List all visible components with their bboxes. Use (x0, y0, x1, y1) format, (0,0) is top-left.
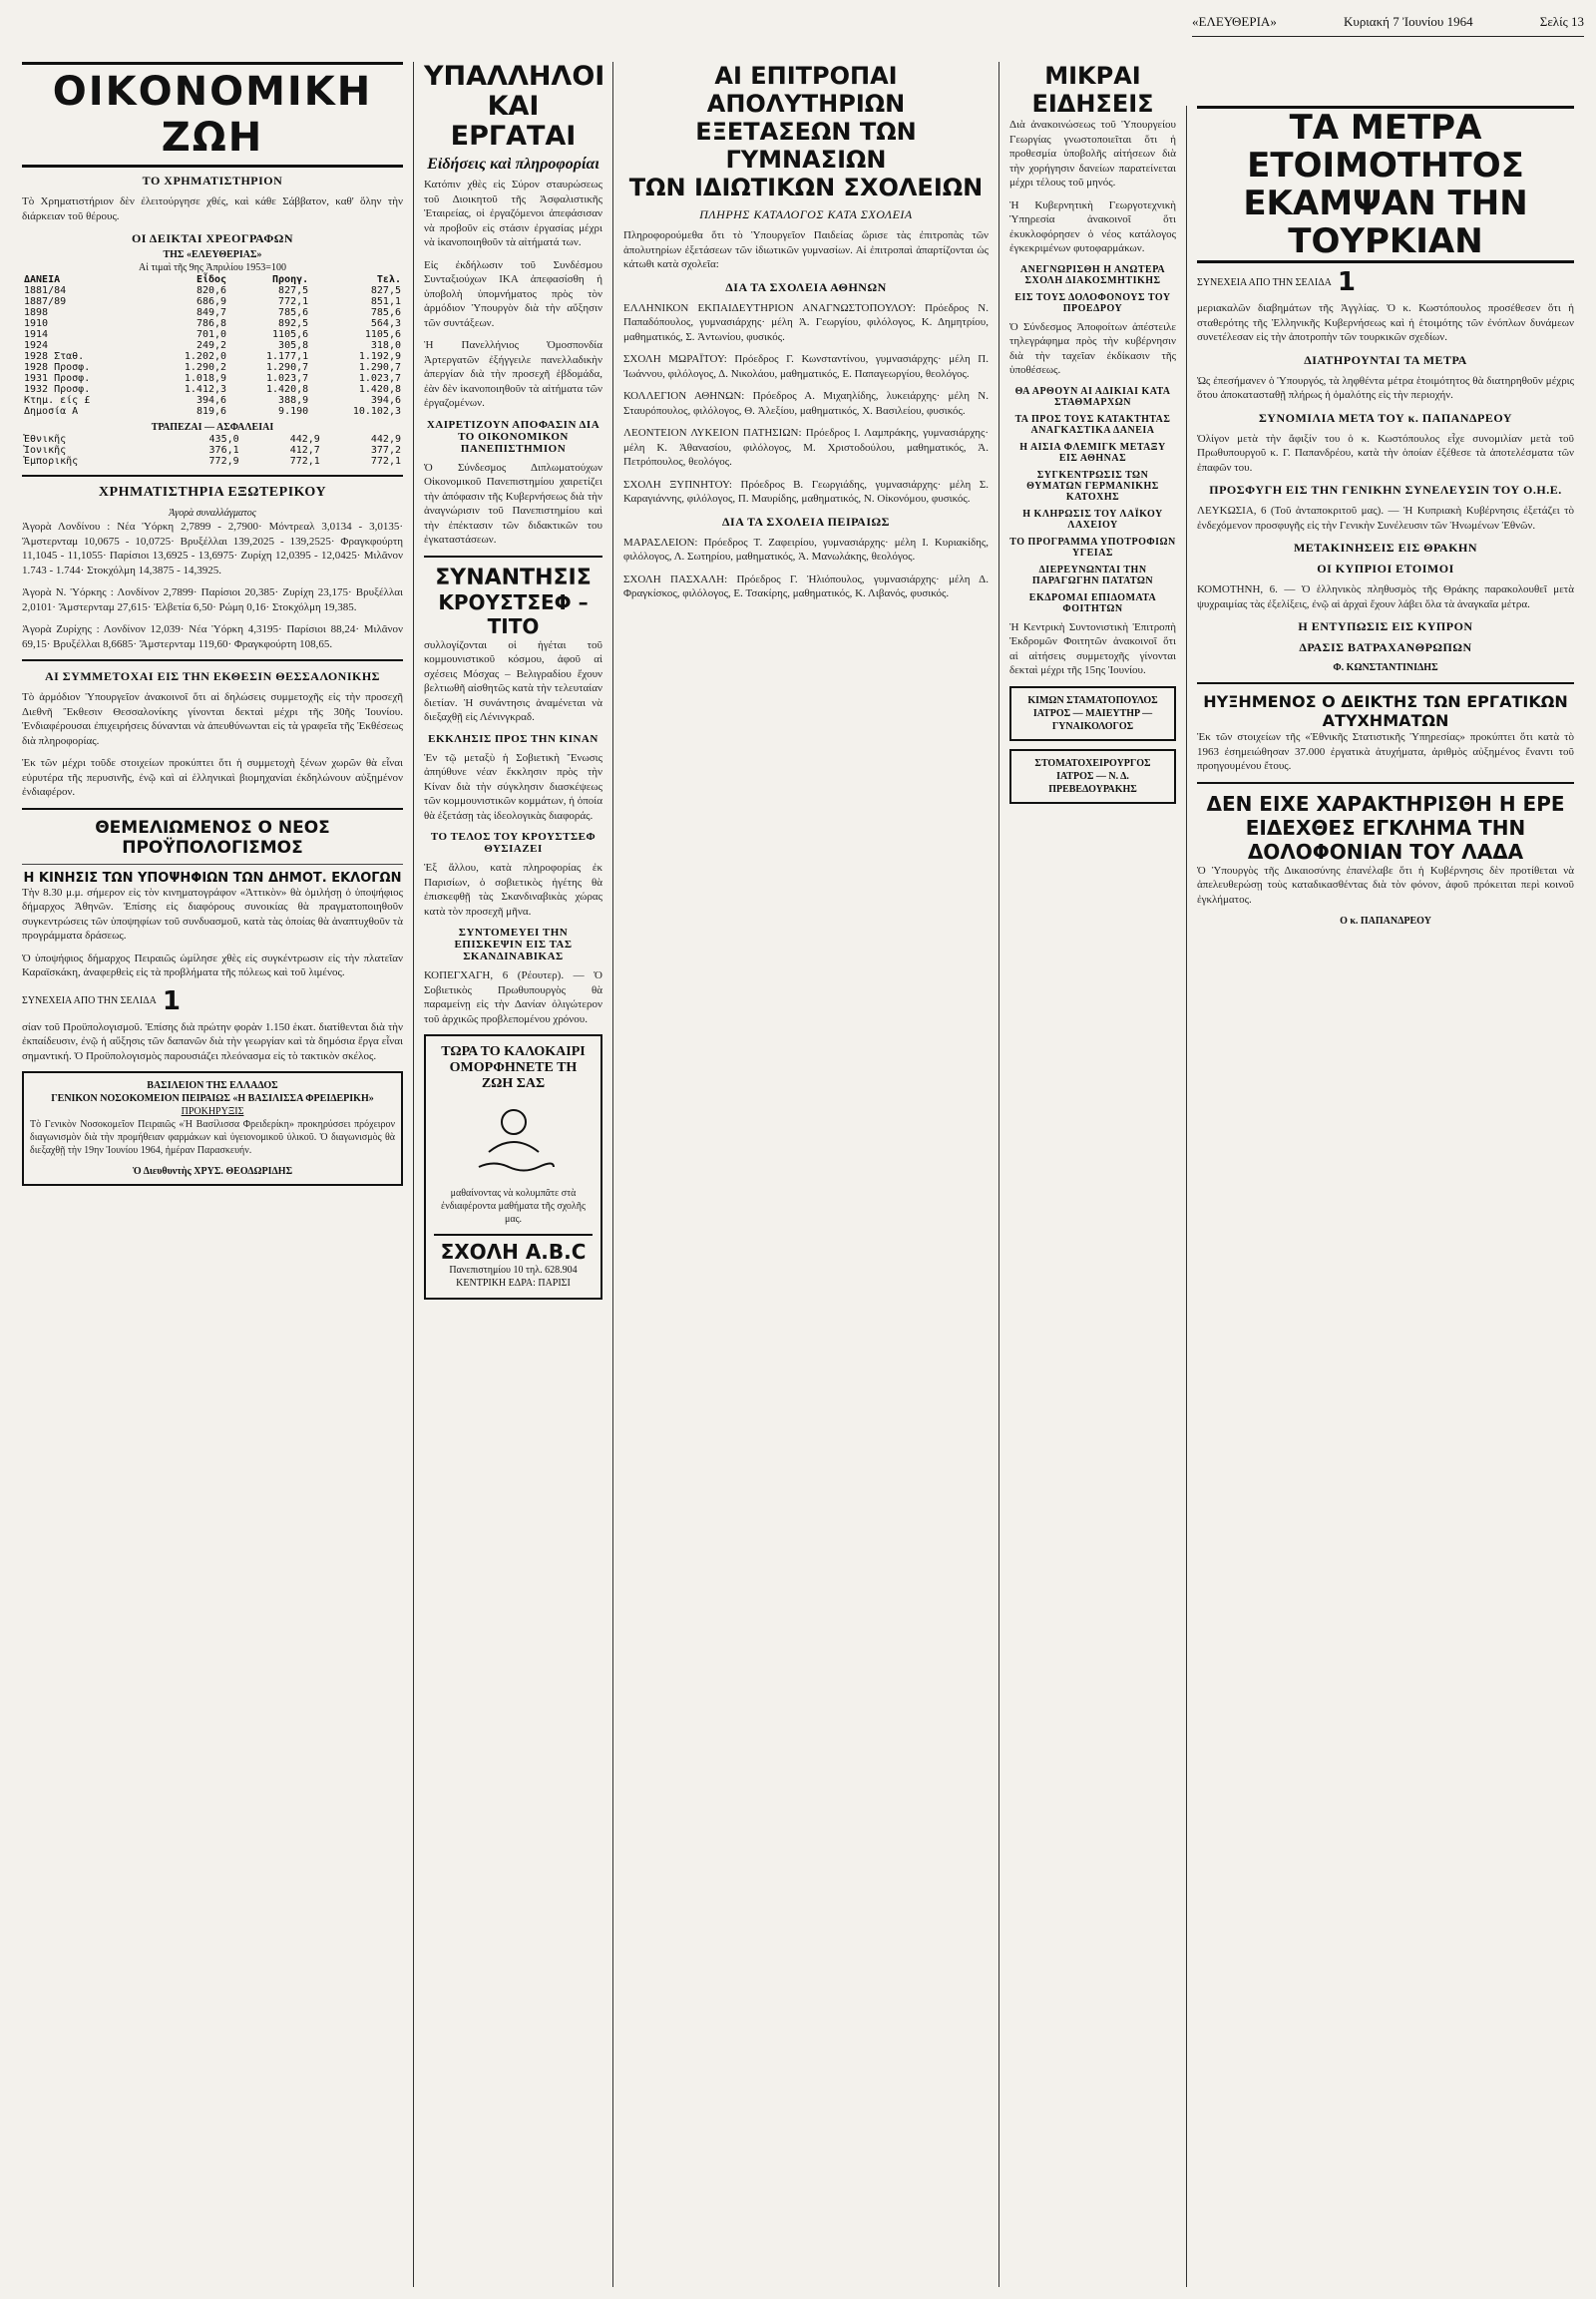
table-header: Προηγ. (272, 274, 309, 285)
new-york-market-text: Ἀγορὰ Ν. Ὑόρκης : Λονδίνον 2,7899· Παρίσιοι 20,385· Ζυρίχη 23,175· Βρυξέλλαι 2,0101· Ἄμστερνταμ 27,615· Ἐλβετία 6,50· Ρώμη 0,16· Στοκχόλμη 19,385. (22, 586, 403, 613)
exams-title-3: ΤΩΝ ΙΔΙΩΤΙΚΩΝ ΣΧΟΛΕΙΩΝ (628, 174, 984, 201)
turkey-text-3: Ὀλίγον μετὰ τὴν ἄφιξίν του ὁ κ. Κωστόπουλος εἶχε συνομιλίαν μετὰ τοῦ Πρωθυπουργοῦ κ. Γ. Παπανδρέου, κατὰ τὴν ὁποίαν ἐξέθεσε τὰ ἀποτελέσματα τῶν ἐπαφῶν του. (1197, 432, 1574, 474)
short-news-text-1: Διὰ ἀνακοινώσεως τοῦ Ὑπουργείου Γεωργίας γνωστοποιεῖται ὅτι ἡ προθεσμία ὑποβολῆς αἰτήσεων διὰ τὴν χορήγησιν δανείων παρατείνεται μέχρι τέλους τοῦ μηνός. (1009, 119, 1176, 189)
table-cell: 819,6 (196, 406, 227, 417)
swimmer-illustration (469, 1092, 559, 1182)
table-cell: 412,7 (289, 445, 320, 456)
turkey-text-1: μεριακαλῶν διαβημάτων τῆς Ἀγγλίας. Ὁ κ. Κωστόπουλος προσέθεσεν ὅτι ἡ σταθερότης τῆς Ἑλληνικῆς Κυβερνήσεως καὶ ἡ ἑτοιμότης τῶν ἐνόπλων δυνάμεων συνετέλεσαν εἰς τὴν ἀποτροπὴν τῶν τουρκικῶν σχεδίων. (1197, 302, 1574, 343)
doctor-ad-2: ΣΤΟΜΑΤΟΧΕΙΡΟΥΡΓΟΣ ΙΑΤΡΟΣ — Ν. Δ. ΠΡΕΒΕΔΟΥΡΑΚΗΣ (1009, 749, 1176, 804)
table-cell: 394,6 (196, 395, 227, 406)
short-news-title: ΜΙΚΡΑΙ ΕΙΔΗΣΕΙΣ (1031, 62, 1154, 118)
table-cell: 1105,6 (272, 329, 309, 340)
news-heading-4: ΤΑ ΠΡΟΣ ΤΟΥΣ ΚΑΤΑΚΤΗΤΑΣ ΑΝΑΓΚΑΣΤΙΚΑ ΔΑΝΕΙΑ (1014, 413, 1171, 436)
banks-table-title: ΤΡΑΠΕΖΑΙ — ΑΣΦΑΛΕΙΑΙ (151, 422, 274, 433)
column-short-news (998, 62, 1186, 2287)
continued-label: ΣΥΝΕΧΕΙΑ ΑΠΟ ΤΗΝ ΣΕΛΙΔΑ (1197, 276, 1332, 288)
table-cell: 1.290,2 (184, 362, 227, 373)
table-row (22, 406, 403, 417)
workers-title-1: ΥΠΑΛΛΗΛΟΙ (424, 62, 605, 92)
table-row (22, 434, 403, 445)
exams-title-1: ΑΙ ΕΠΙΤΡΟΠΑΙ ΑΠΟΛΥΤΗΡΙΩΝ (706, 62, 906, 118)
news-heading-6: ΣΥΓΚΕΝΤΡΩΣΙΣ ΤΩΝ ΘΥΜΑΤΩΝ ΓΕΡΜΑΝΙΚΗΣ ΚΑΤΟΧΗΣ (1026, 469, 1159, 503)
column-economy (12, 62, 413, 2287)
table-cell: 564,3 (370, 318, 401, 329)
table-cell: 772,1 (289, 456, 320, 467)
workers-text-1: Κατόπιν χθὲς εἰς Σύρον σταυρώσεως τοῦ Διοικητοῦ τῆς Ἀσφαλιστικῆς Ἑταιρείας, οἱ ἐργαζόμενοι ἀπεφάσισαν νὰ προβοῦν εἰς στάσιν ἐργασίας μέχρι νὰ ἱκανοποιηθοῦν τὰ αἰτήματά των. (424, 179, 602, 248)
table-cell: 1887/89 (24, 296, 67, 307)
stock-exchange-heading: ΤΟ ΧΡΗΜΑΤΙΣΤΗΡΙΟΝ (142, 174, 283, 188)
ad-headline: ΤΩΡΑ ΤΟ ΚΑΛΟΚΑΙΡΙ ΟΜΟΡΦΗΝΕΤΕ ΤΗ ΖΩΗ ΣΑΣ (441, 1044, 586, 1091)
table-cell: 318,0 (370, 340, 401, 351)
school-entry-2: ΣΧΟΛΗ ΜΩΡΑΪΤΟΥ: Πρόεδρος Γ. Κωνσταντίνου, γυμνασιάρχης· μέλη Π. Ἰωάννου, φιλόλογος, Δ. Νικολάου, μαθηματικός, Ε. Παπαγεωργίου, θεολόγος. (623, 353, 989, 380)
table-row (22, 340, 403, 351)
budget-text: σίαν τοῦ Προϋπολογισμοῦ. Ἐπίσης διὰ πρώτην φορὰν 1.150 ἑκατ. διατίθενται διὰ τὴν ἐκπαίδευσιν, ἐνῷ ἡ αὔξησις τῶν δαπανῶν διὰ τὴν γεωργίαν καὶ τὰ δημόσια ἔργα εἶναι σημαντική. Ὁ Προϋπολογισμὸς παρουσιάζει πλεόνασμα εἰς τὸ τακτικὸν σκέλος. (22, 1020, 403, 1062)
table-cell: 10.102,3 (352, 406, 401, 417)
news-heading-8: ΤΟ ΠΡΟΓΡΑΜΜΑ ΥΠΟΤΡΟΦΙΩΝ ΥΓΕΙΑΣ (1009, 536, 1176, 559)
table-row (22, 456, 403, 467)
notice-signature: Ὁ Διευθυντὴς ΧΡΥΣ. ΘΕΟΔΩΡΙΔΗΣ (132, 1166, 293, 1177)
table-cell: 1.420,8 (358, 384, 401, 395)
section-title: ΟΙΚΟΝΟΜΙΚΗ ΖΩΗ (22, 62, 403, 168)
masthead (1192, 14, 1584, 37)
table-cell: 772,1 (278, 296, 309, 307)
ladas-text: Ὁ Ὑπουργὸς τῆς Δικαιοσύνης ἐπανέλαβε ὅτι ἡ Κυβέρνησις δὲν προτίθεται νὰ ἀπελευθερώσῃ τοὺς καταδικασθέντας διὰ τὸν φόνον, ἀφοῦ πρόκειται περὶ κοινοῦ ἐγκλήματος. (1197, 864, 1574, 906)
ad-text: μαθαίνοντας νὰ κολυμπᾶτε στὰ ἐνδιαφέροντα μαθήματα τῆς σχολῆς μας. (441, 1188, 586, 1225)
bond-index-table (22, 274, 403, 417)
zurich-market-text: Ἀγορὰ Ζυρίχης : Λονδίνον 12,039· Νέα Ὑόρκη 4,3195· Παρίσιοι 88,24· Μιλᾶνον 69,15· Βρυξέλλαι 8,6685· Ἄμστερνταμ 119,60· Φραγκφούρτη 108,65. (22, 623, 403, 650)
table-cell: Κτημ. είς £ (24, 395, 91, 406)
forex-market-heading: Ἀγορὰ συναλλάγματος (169, 508, 256, 519)
table-cell: 1898 (24, 307, 49, 318)
table-row (22, 351, 403, 362)
table-cell: 1924 (24, 340, 49, 351)
turkey-title-1: ΤΑ ΜΕΤΡΑ ΕΤΟΙΜΟΤΗΤΟΣ (1197, 106, 1574, 185)
news-heading-2: ΕΙΣ ΤΟΥΣ ΔΟΛΟΦΟΝΟΥΣ ΤΟΥ ΠΡΟΕΔΡΟΥ (1014, 291, 1171, 314)
thessaloniki-fair-text-2: Ἐκ τῶν μέχρι τοῦδε στοιχείων προκύπτει ὅτι ἡ συμμετοχὴ ξένων χωρῶν θὰ εἶναι εὐρυτέρα τῆς περυσινῆς, ἐνῷ καὶ αἱ ἑλληνικαὶ βιομηχανίαι ἐκδηλώνουν αὐξημένον ἐνδιαφέρον. (22, 757, 403, 798)
table-cell: 442,9 (370, 434, 401, 445)
table-row (22, 395, 403, 406)
table-row (22, 307, 403, 318)
hospital-notice (22, 1071, 403, 1186)
table-cell: 686,9 (196, 296, 227, 307)
index-table-note: Αἱ τιμαὶ τῆς 9ης Ἀπριλίου 1953=100 (139, 262, 286, 273)
notice-text: Τὸ Γενικὸν Νοσοκομεῖον Πειραιῶς «Ἡ Βασίλισσα Φρειδερίκη» προκηρύσσει πρόχειρον διαγωνισμὸν διὰ τὴν προμήθειαν φαρμάκων καὶ ὑγειονομικοῦ ὑλικοῦ. Ὁ διαγωνισμὸς θὰ διεξαχθῇ τὴν 19ην Ἰουνίου 1964, ἡμέραν Παρασκευήν. (30, 1119, 395, 1156)
exams-subtitle: ΠΛΗΡΗΣ ΚΑΤΑΛΟΓΟΣ ΚΑΤΑ ΣΧΟΛΕΙΑ (699, 207, 913, 221)
ladas-title: ΔΕΝ ΕΙΧΕ ΧΑΡΑΚΤΗΡΙΣΘΗ Η ΕΡΕ ΕΙΔΕΧΘΕΣ ΕΓΚΛΗΜΑ ΤΗΝ ΔΟΛΟΦΟΝΙΑΝ ΤΟΥ ΛΑΔΑ (1206, 791, 1565, 864)
continued-page: 1 (1337, 267, 1356, 297)
meeting-text: συλλογίζονται οἱ ἡγέται τοῦ κομμουνιστικοῦ κόσμου, ἀφοῦ αἱ σχέσεις Μόσχας – Βελιγραδίου ἔχουν βελτιωθῆ αἰσθητῶς κατὰ τὴν τελευταίαν διετίαν. Ἡ συνάντησις ἀναμένεται νὰ διεξαχθῇ εἰς Λένινγκραδ. (424, 638, 602, 723)
stock-exchange-intro: Τὸ Χρηματιστήριον δὲν ἐλειτούργησε χθές, καὶ κάθε Σάββατον, καθ' ὅλην τὴν διάρκειαν τοῦ θέρους. (22, 195, 403, 222)
table-cell: 827,5 (370, 285, 401, 296)
short-news-text-3: Ὁ Σύνδεσμος Ἀποφοίτων ἀπέστειλε τηλεγράφημα πρὸς τὴν κυβέρνησιν διὰ τὴν ταχεῖαν ἐκδίκασιν τῆς ὑποθέσεως. (1009, 320, 1176, 376)
column-turkey (1186, 106, 1584, 2287)
table-cell: 1881/84 (24, 285, 67, 296)
school-name: ΣΧΟΛΗ Α.Β.C (434, 1234, 593, 1264)
table-header: Εἶδος (196, 274, 227, 285)
paper-name: «ΕΛΕΥΘΕΡΙΑ» (1192, 14, 1277, 29)
talks-heading: ΣΥΝΟΜΙΛΙΑ ΜΕΤΑ ΤΟΥ κ. ΠΑΠΑΝΔΡΕΟΥ (1258, 410, 1513, 425)
notice-kind: ΠΡΟΚΗΡΥΞΙΣ (181, 1106, 244, 1117)
table-row (22, 384, 403, 395)
doctor-ad-1: ΚΙΜΩΝ ΣΤΑΜΑΤΟΠΟΥΛΟΣ ΙΑΤΡΟΣ — ΜΑΙΕΥΤΗΡ — ΓΥΝΑΙΚΟΛΟΓΟΣ (1009, 686, 1176, 741)
table-row (22, 285, 403, 296)
signature-1: Φ. ΚΩΝΣΤΑΝΤΙΝΙΔΗΣ (1333, 662, 1438, 673)
continued-marker (1197, 269, 1574, 295)
table-cell: 772,1 (370, 456, 401, 467)
table-cell: 249,2 (196, 340, 227, 351)
thrace-heading: ΜΕΤΑΚΙΝΗΣΕΙΣ ΕΙΣ ΘΡΑΚΗΝ (1293, 541, 1478, 555)
table-cell: 377,2 (370, 445, 401, 456)
table-cell: 892,5 (278, 318, 309, 329)
school-entry-6: ΜΑΡΑΣΛΕΙΟΝ: Πρόεδρος Τ. Ζαφειρίου, γυμνασιάρχης· μέλη Ι. Κυριακίδης, φιλόλογος, Λ. Σωτηρίου, μαθηματικός, Ἀ. Μανωλάκης, θεολόγος. (623, 536, 989, 563)
continued-label: ΣΥΝΕΧΕΙΑ ΑΠΟ ΤΗΝ ΣΕΛΙΔΑ (22, 995, 157, 1006)
index-table-subtitle: ΤΗΣ «ΕΛΕΥΘΕΡΙΑΣ» (163, 249, 262, 260)
column-workers (413, 62, 612, 2287)
news-heading-3: ΘΑ ΑΡΘΟΥΝ ΑΙ ΑΔΙΚΙΑΙ ΚΑΤΑ ΣΤΑΘΜΑΡΧΩΝ (1014, 385, 1171, 408)
school-entry-4: ΛΕΟΝΤΕΙΟΝ ΛΥΚΕΙΟΝ ΠΑΤΗΣΙΩΝ: Πρόεδρος Ι. Λαμπράκης, γυμνασιάρχης· μέλη Κ. Ἀθανασίου, φιλόλογος, Μ. Χριστοδούλου, μαθηματικός, Ἀ. Πετρόπουλος, θεολόγος. (623, 427, 989, 468)
london-market-text: Ἀγορὰ Λονδίνου : Νέα Ὑόρκη 2,7899 - 2,7900· Μόντρεαλ 3,0134 - 3,0135· Ἄμστερνταμ 10,0675 - 10,0725· Βρυξέλλαι 139,2025 - 139,2525· Φραγκφούρτη 11,1045 - 11,1055· Παρίσιοι 13,6925 - 13,6975· Ζυρίχη 12,0395 - 12,0425· Μιλᾶνον 1.743 - 1.744· Στοκχόλμη 14,3875 - 14,3925. (22, 521, 403, 576)
table-cell: Ἐμπορικῆς (24, 456, 79, 467)
measures-heading: ΔΙΑΤΗΡΟΥΝΤΑΙ ΤΑ ΜΕΤΡΑ (1304, 352, 1467, 367)
table-cell: 1.290,7 (358, 362, 401, 373)
china-appeal-text: Ἐν τῷ μεταξὺ ἡ Σοβιετικὴ Ἕνωσις ἀπηύθυνε νέαν ἔκκλησιν πρὸς τὴν Κίναν διὰ τὴν σύγκλησιν διασκέψεως τῶν κομμουνιστικῶν κομμάτων, ἡ ὁποία θὰ ἐξετάσῃ τὰς ἰδεολογικὰς διαφοράς. (424, 751, 602, 822)
table-cell: 827,5 (278, 285, 309, 296)
table-cell: 1910 (24, 318, 49, 329)
issue-date: Κυριακή 7 Ἰουνίου 1964 (1344, 14, 1473, 29)
table-cell: 1.177,1 (266, 351, 309, 362)
table-cell: 1.018,9 (184, 373, 227, 384)
table-row (22, 362, 403, 373)
index-table-title: ΟΙ ΔΕΙΚΤΑΙ ΧΡΕΟΓΡΑΦΩΝ (131, 231, 294, 245)
table-cell: 1928 Προσφ. (24, 362, 91, 373)
swimming-school-ad (424, 1034, 602, 1300)
news-heading-10: ΕΚΔΡΟΜΑΙ ΕΠΙΔΟΜΑΤΑ ΦΟΙΤΗΤΩΝ (1028, 591, 1157, 614)
table-cell: 388,9 (278, 395, 309, 406)
turkey-text-4: ΛΕΥΚΩΣΙΑ, 6 (Τοῦ ἀνταποκριτοῦ μας). — Ἡ Κυπριακὴ Κυβέρνησις ἐξετάζει τὸ ἐνδεχόμενον προσφυγῆς εἰς τὴν Γενικὴν Συνέλευσιν τῶν Ἡνωμένων Ἐθνῶν. (1197, 505, 1574, 532)
table-cell: 820,6 (196, 285, 227, 296)
notice-subtitle: ΓΕΝΙΚΟΝ ΝΟΣΟΚΟΜΕΙΟΝ ΠΕΙΡΑΙΩΣ «Η ΒΑΣΙΛΙΣΣΑ ΦΡΕΙΔΕΡΙΚΗ» (51, 1093, 374, 1104)
table-cell: 1.420,8 (266, 384, 309, 395)
candidates-text: Τὴν 8.30 μ.μ. σήμερον εἰς τὸν κινηματογράφον «Ἀττικὸν» θὰ ὁμιλήσῃ ὁ ὑποψήφιος δήμαρχος Ἀθηνῶν. Ἐπίσης εἰς διαφόρους συνοικίας θὰ πραγματοποιηθοῦν συγκεντρώσεις τῶν ὑποψηφίων τοῦ συνδυασμοῦ, κατὰ τὰς ὁποίας θὰ ἀναπτυχθοῦν τὰ προγράμματα δράσεως. (22, 886, 403, 942)
table-cell: 1105,6 (364, 329, 401, 340)
khrushchev-end-text: Ἐξ ἄλλου, κατὰ πληροφορίας ἐκ Παρισίων, ὁ σοβιετικὸς ἡγέτης θὰ ἐπισκεφθῇ τὰς Σκανδιναβικὰς χώρας κατὰ τὸν προσεχῆ μῆνα. (424, 862, 602, 918)
signature-2: Ο κ. ΠΑΠΑΝΔΡΕΟΥ (1340, 916, 1431, 927)
table-cell: 1914 (24, 329, 49, 340)
table-cell: 435,0 (208, 434, 239, 445)
news-heading-7: Η ΚΛΗΡΩΣΙΣ ΤΟΥ ΛΑΪΚΟΥ ΛΑΧΕΙΟΥ (1022, 508, 1163, 531)
table-row (22, 445, 403, 456)
table-cell: 851,1 (370, 296, 401, 307)
university-text: Ὁ Σύνδεσμος Διπλωματούχων Οἰκονομικοῦ Πανεπιστημίου χαιρετίζει τὴν ἀπόφασιν τῆς Κυβερνήσεως διὰ τὴν ἀναγνώρισιν τοῦ Πανεπιστημίου καὶ τὴν ἐπέκτασιν τῶν διδακτικῶν του ἐγκαταστάσεων. (424, 461, 602, 546)
accidents-title: ΗΥΞΗΜΕΝΟΣ Ο ΔΕΙΚΤΗΣ ΤΩΝ ΕΡΓΑΤΙΚΩΝ ΑΤΥΧΗΜΑΤΩΝ (1203, 692, 1568, 730)
exams-title-2: ΕΞΕΤΑΣΕΩΝ ΤΩΝ ΓΥΜΝΑΣΙΩΝ (695, 118, 917, 174)
table-row (22, 329, 403, 340)
table-cell: 376,1 (208, 445, 239, 456)
table-cell: 394,6 (370, 395, 401, 406)
table-cell: 785,6 (278, 307, 309, 318)
piraeus-schools-heading: ΔΙΑ ΤΑ ΣΧΟΛΕΙΑ ΠΕΙΡΑΙΩΣ (722, 514, 890, 529)
turkey-text-2: Ὡς ἐπεσήμανεν ὁ Ὑπουργός, τὰ ληφθέντα μέτρα ἑτοιμότητος θὰ διατηρηθοῦν μέχρις ὅτου ἀποκατασταθῇ πλήρως ἡ ὁμαλότης εἰς τὴν περιοχήν. (1197, 374, 1574, 401)
workers-text-3: Ἡ Πανελλήνιος Ὁμοσπονδία Ἀρτεργατῶν ἐξήγγειλε πανελλαδικὴν ἀπεργίαν διὰ τὴν προσεχῆ ἑβδομάδα, ἐὰν δὲν ἱκανοποιηθοῦν τὰ αἰτήματα τῶν ἐργαζομένων. (424, 339, 602, 409)
table-cell: 772,9 (208, 456, 239, 467)
table-cell: 1932 Προσφ. (24, 384, 91, 395)
workers-text-2: Εἰς ἐκδήλωσιν τοῦ Συνδέσμου Συνταξιούχων ΙΚΑ ἀπεφασίσθη ἡ ὑποβολὴ ὑπομνήματος πρὸς τὸν ἁρμόδιον Ὑπουργὸν διὰ τὴν αὔξησιν τῶν συντάξεων. (424, 258, 602, 329)
un-heading: ΠΡΟΣΦΥΓΗ ΕΙΣ ΤΗΝ ΓΕΝΙΚΗΝ ΣΥΝΕΛΕΥΣΙΝ ΤΟΥ Ο.Η.Ε. (1209, 483, 1562, 497)
table-cell: Ἰονικῆς (24, 445, 67, 456)
table-cell: 1.412,3 (184, 384, 227, 395)
table-cell: 1.290,7 (266, 362, 309, 373)
news-heading-1: ΑΝΕΓΝΩΡΙΣΘΗ Η ΑΝΩΤΕΡΑ ΣΧΟΛΗ ΔΙΑΚΟΣΜΗΤΙΚΗΣ (1019, 263, 1166, 286)
continued-page: 1 (162, 985, 181, 1016)
thessaloniki-fair-heading: ΑΙ ΣΥΜΜΕΤΟΧΑΙ ΕΙΣ ΤΗΝ ΕΚΘΕΣΙΝ ΘΕΣΣΑΛΟΝΙΚΗΣ (44, 669, 381, 683)
table-cell: 1.192,9 (358, 351, 401, 362)
table-cell: Ἐθνικῆς (24, 434, 67, 445)
meeting-title-1: ΣΥΝΑΝΤΗΣΙΣ (435, 565, 592, 590)
table-cell: 785,6 (370, 307, 401, 318)
table-row (22, 373, 403, 384)
turkey-text-5: ΚΟΜΟΤΗΝΗ, 6. — Ὁ ἑλληνικὸς πληθυσμὸς τῆς Θράκης παρακολουθεῖ μετὰ ψυχραιμίας τὰς ἐξελίξεις, ἐνῷ αἱ ἀρχαὶ ἔχουν λάβει ὅλα τὰ ἀναγκαῖα μέτρα. (1197, 583, 1574, 610)
table-cell: Δημοσία Α (24, 406, 79, 417)
school-entry-1: ΕΛΛΗΝΙΚΟΝ ΕΚΠΑΙΔΕΥΤΗΡΙΟΝ ΑΝΑΓΝΩΣΤΟΠΟΥΛΟΥ: Πρόεδρος Ν. Παπαδόπουλος, γυμνασιάρχης· μέλη Ἀ. Γεωργίου, φιλόλογος, Κ. Δημητρίου, μαθηματικός, Σ. Ἀντωνίου, φυσικός. (623, 301, 989, 343)
accidents-text: Ἐκ τῶν στοιχείων τῆς «Ἐθνικῆς Στατιστικῆς Ὑπηρεσίας» προκύπτει ὅτι κατὰ τὸ 1963 ἐσημειώθησαν 37.000 ἐργατικὰ ἀτυχήματα, ἀριθμὸς αὐξημένος ἔναντι τοῦ προηγουμένου ἔτους. (1197, 731, 1574, 772)
table-cell: 1931 Προσφ. (24, 373, 91, 384)
table-cell: 9.190 (278, 406, 309, 417)
cyprus-impression-heading: Η ΕΝΤΥΠΩΣΙΣ ΕΙΣ ΚΥΠΡΟΝ (1298, 619, 1473, 633)
turkey-title-2: ΕΚΑΜΨΑΝ ΤΗΝ ΤΟΥΡΚΙΑΝ (1197, 185, 1574, 263)
cypriots-heading: ΟΙ ΚΥΠΡΙΟΙ ΕΤΟΙΜΟΙ (1317, 562, 1454, 575)
table-cell: 849,7 (196, 307, 227, 318)
candidates-text-2: Ὁ ὑποψήφιος δήμαρχος Πειραιῶς ὡμίλησε χθὲς εἰς συγκέντρωσιν εἰς τὴν πλατεῖαν Καραϊσκάκη, ἀναφερθεὶς εἰς τὰ προβλήματα τῆς πόλεως καὶ τοῦ λιμένος. (22, 952, 403, 978)
candidates-heading: Η ΚΙΝΗΣΙΣ ΤΩΝ ΥΠΟΨΗΦΙΩΝ ΤΩΝ ΔΗΜΟΤ. ΕΚΛΟΓΩΝ (23, 870, 402, 886)
table-cell: 786,8 (196, 318, 227, 329)
meeting-title-2: ΚΡΟΥΣΤΣΕΦ – ΤΙΤΟ (438, 589, 589, 638)
foreign-exchanges-heading: ΧΡΗΜΑΤΙΣΤΗΡΙΑ ΕΞΩΤΕΡΙΚΟΥ (98, 485, 327, 500)
table-cell: 1.023,7 (266, 373, 309, 384)
athens-schools-heading: ΔΙΑ ΤΑ ΣΧΟΛΕΙΑ ΑΘΗΝΩΝ (725, 279, 887, 294)
school-entry-7: ΣΧΟΛΗ ΠΑΣΧΑΛΗ: Πρόεδρος Γ. Ἠλιόπουλος, γυμνασιάρχης· μέλη Δ. Φραγκίσκος, φιλόλογος, Ε. Τσακίρης, μαθηματικός, Κ. Λιβανός, φυσικός. (623, 573, 989, 599)
table-cell: 305,8 (278, 340, 309, 351)
table-header: ΔΑΝΕΙΑ (24, 274, 61, 285)
frogmen-heading: ΔΡΑΣΙΣ ΒΑΤΡΑΧΑΝΘΡΩΠΩΝ (1299, 640, 1472, 654)
scandinavia-text: ΚΟΠΕΓΧΑΓΗ, 6 (Ρέουτερ). — Ὁ Σοβιετικὸς Πρωθυπουργὸς θὰ παραμείνῃ εἰς τὴν Δανίαν ὀλιγώτερον τοῦ ἀρχικῶς προβλεπομένου χρόνου. (424, 969, 602, 1025)
school-entry-3: ΚΟΛΛΕΓΙΟΝ ΑΘΗΝΩΝ: Πρόεδρος Α. Μιχαηλίδης, λυκειάρχης· μέλη Ν. Σταυρόπουλος, φιλόλογος, Θ. Ἀλεξίου, μαθηματικός, Χ. Βασιλείου, φυσικός. (623, 390, 989, 417)
column-exams (612, 62, 998, 2287)
table-cell: 701,0 (196, 329, 227, 340)
table-cell: 1.023,7 (358, 373, 401, 384)
page-number: Σελίς 13 (1539, 14, 1584, 29)
table-cell: 1928 Σταθ. (24, 351, 85, 362)
scandinavia-heading: ΣΥΝΤΟΜΕΥΕΙ ΤΗΝ ΕΠΙΣΚΕΨΙΝ ΕΙΣ ΤΑΣ ΣΚΑΝΔΙΝΑΒΙΚΑΣ (454, 927, 573, 962)
thessaloniki-fair-text: Τὸ ἀρμόδιον Ὑπουργεῖον ἀνακοινοῖ ὅτι αἱ δηλώσεις συμμετοχῆς εἰς τὴν προσεχῆ Διεθνῆ Ἔκθεσιν Θεσσαλονίκης γίνονται δεκταὶ μέχρι τῆς 30ῆς Ἰουνίου. Ἐνδιαφέρουσαι ἐπιχειρήσεις δύνανται νὰ ἀπευθύνωνται εἰς τὰ γραφεῖα τῆς Ἐκθέσεως διὰ πληροφορίας. (22, 691, 403, 747)
table-row (22, 318, 403, 329)
workers-title-2: ΚΑΙ ΕΡΓΑΤΑΙ (450, 91, 577, 152)
news-heading-5: Η ΑΙΣΙΑ ΦΛΕΜΙΓΚ ΜΕΤΑΞΥ ΕΙΣ ΑΘΗΝΑΣ (1019, 441, 1166, 464)
notice-title: ΒΑΣΙΛΕΙΟΝ ΤΗΣ ΕΛΛΑΔΟΣ (147, 1080, 278, 1091)
continued-marker (22, 985, 403, 1016)
khrushchev-end-heading: ΤΟ ΤΕΛΟΣ ΤΟΥ ΚΡΟΥΣΤΣΕΦ ΘΥΣΙΑΖΕΙ (430, 831, 597, 855)
municipal-elections-heading: ΘΕΜΕΛΙΩΜΕΝΟΣ Ο ΝΕΟΣ ΠΡΟΫΠΟΛΟΓΙΣΜΟΣ (95, 817, 330, 858)
exams-intro: Πληροφορούμεθα ὅτι τὸ Ὑπουργεῖον Παιδείας ὥρισε τὰς ἐπιτροπὰς τῶν ἀπολυτηρίων ἐξετάσεων τῶν ἰδιωτικῶν γυμνασίων. Αἱ ἐπιτροπαὶ ἀπαρτίζονται ὡς κάτωθι κατὰ σχολεῖα: (623, 229, 989, 270)
school-entry-5: ΣΧΟΛΗ ΞΥΠΝΗΤΟΥ: Πρόεδρος Β. Γεωργιάδης, γυμνασιάρχης· μέλη Σ. Καραγιάννης, φιλόλογος, Π. Μαυρίδης, μαθηματικός, Ν. Οἰκονόμου, φυσικός. (623, 478, 989, 505)
table-header: Τελ. (376, 274, 401, 285)
university-heading: ΧΑΙΡΕΤΙΖΟΥΝ ΑΠΟΦΑΣΙΝ ΔΙΑ ΤΟ ΟΙΚΟΝΟΜΙΚΟΝ ΠΑΝΕΠΙΣΤΗΜΙΟΝ (426, 418, 600, 455)
news-heading-9: ΔΙΕΡΕΥΝΩΝΤΑΙ ΤΗΝ ΠΑΡΑΓΩΓΗΝ ΠΑΤΑΤΩΝ (1031, 564, 1154, 586)
banks-index-table (22, 434, 403, 467)
china-appeal-heading: ΕΚΚΛΗΣΙΣ ΠΡΟΣ ΤΗΝ ΚΙΝΑΝ (428, 732, 598, 745)
table-row (22, 296, 403, 307)
table-cell: 1.202,0 (184, 351, 227, 362)
table-cell: 442,9 (289, 434, 320, 445)
short-news-text-4: Ἡ Κεντρικὴ Συντονιστικὴ Ἐπιτροπὴ Ἐκδρομῶν Φοιτητῶν ἀνακοινοῖ ὅτι αἱ αἰτήσεις συμμετοχῆς γίνονται δεκταὶ μέχρι τῆς 15ης Ἰουνίου. (1009, 620, 1176, 676)
workers-kicker: Εἰδήσεις καὶ πληροφορίαι (427, 156, 599, 173)
school-address: Πανεπιστημίου 10 τηλ. 628.904 ΚΕΝΤΡΙΚΗ ΕΔΡΑ: ΠΑΡΙΣΙ (449, 1265, 578, 1289)
short-news-text-2: Ἡ Κυβερνητικὴ Γεωργοτεχνικὴ Ὑπηρεσία ἀνακοινοῖ ὅτι ἐκυκλοφόρησεν ὁ νέος κατάλογος ἐγκεκριμένων φυτοφαρμάκων. (1009, 198, 1176, 254)
